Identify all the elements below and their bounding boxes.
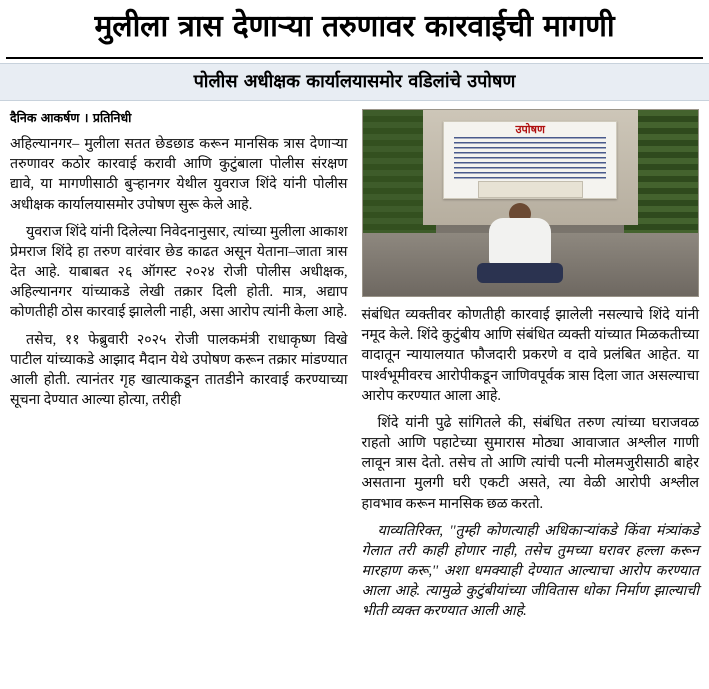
article-body (0, 101, 709, 634)
paragraph: शिंदे यांनी पुढे सांगितले की, संबंधित तरुण त्यांच्या घराजवळ राहतो आणि पहाटेच्या सुमारास मोठ्या आवाजात अश्लील गाणी लावून त्रास देतो. तसेच तो आणि त्यांची पत्नी मोलमजुरीसाठी बाहेर असताना मुलगी घरी एकटी असते, त्या वेळी आरोपी अश्लील हावभाव करून मानसिक छळ करतो. (361, 414, 699, 512)
page-title: मुलीला त्रास देणाऱ्या तरुणावर कारवाईची मागणी (94, 9, 615, 44)
article-photo (362, 109, 700, 297)
paragraph: तसेच, ११ फेब्रुवारी २०२५ रोजी पालकमंत्री राधाकृष्ण विखे पाटील यांच्याकडे आझाद मैदान येथे उपोषण करून तक्रार मांडण्यात आली होती. त्यानंतर गृह खात्याकडून तातडीने कारवाई करण्याच्या सूचना देण्यात आल्या होत्या, तरीही (10, 331, 348, 408)
banner-photo-box (478, 181, 583, 199)
subheadline: पोलीस अधीक्षक कार्यालयासमोर वडिलांचे उपोषण (193, 70, 516, 92)
left-column (10, 109, 348, 628)
paragraph: युवराज शिंदे यांनी दिलेल्या निवेदनानुसार, त्यांच्या मुलीला आकाश प्रेमराज शिंदे हा तरुण वारंवार छेड काढत असून येताना–जाता त्रास देत आहे. याबाबत २६ ऑगस्ट २०२४ रोजी पोलीस अधीक्षक, अहिल्यानगर यांच्याकडे लेखी तक्रार दिली होती. मात्र, अद्याप कोणतीही ठोस कारवाई झालेली नाही, असा आरोप त्यांनी केला आहे. (10, 223, 348, 321)
subheadline-band (0, 63, 709, 102)
headline-section (0, 0, 709, 49)
person-legs (477, 263, 563, 283)
protest-banner (443, 121, 617, 199)
headline-divider (6, 57, 703, 59)
person-body (489, 218, 551, 266)
paragraph: अहिल्यानगर– मुलीला सतत छेडछाड करून मानसिक त्रास देणाऱ्या तरुणावर कठोर कारवाई करावी आणि कुटुंबाला पोलीस संरक्षण द्यावे, या मागणीसाठी बुऱ्हानगर येथील युवराज शिंदे यांनी पोलीस अधीक्षक कार्यालयासमोर उपोषण सुरू केले आहे. (10, 136, 348, 213)
paragraph: संबंधित व्यक्तीवर कोणतीही कारवाई झालेली नसल्याचे शिंदे यांनी नमूद केले. शिंदे कुटुंबीय आणि संबंधित व्यक्ती यांच्यात मिळकतीच्या वादातून न्यायालयात फौजदारी प्रकरणे व दावे प्रलंबित आहेत. या पार्श्वभूमीवरच आरोपीकडून जाणिवपूर्वक त्रास दिला जात असल्याचा आरोप करण्यात आला आहे. (361, 307, 699, 404)
byline: दैनिक आकर्षण । प्रतिनिधी (10, 110, 132, 126)
banner-title: उपोषण (515, 123, 545, 137)
right-column (362, 109, 700, 628)
paragraph: याव्यतिरिक्त, ''तुम्ही कोणत्याही अधिकाऱ्यांकडे किंवा मंत्र्यांकडे गेलात तरी काही होणार नाही, तसेच तुमच्या घरावर हल्ला करून मारहाण करू,'' अशा धमक्याही देण्यात आल्याचा आरोप करण्यात आला आहे. त्यामुळे कुटुंबीयांच्या जीवितास धोका निर्माण झाल्याची भीती व्यक्त करण्यात आली आहे. (361, 522, 699, 620)
banner-text-lines (454, 137, 606, 178)
